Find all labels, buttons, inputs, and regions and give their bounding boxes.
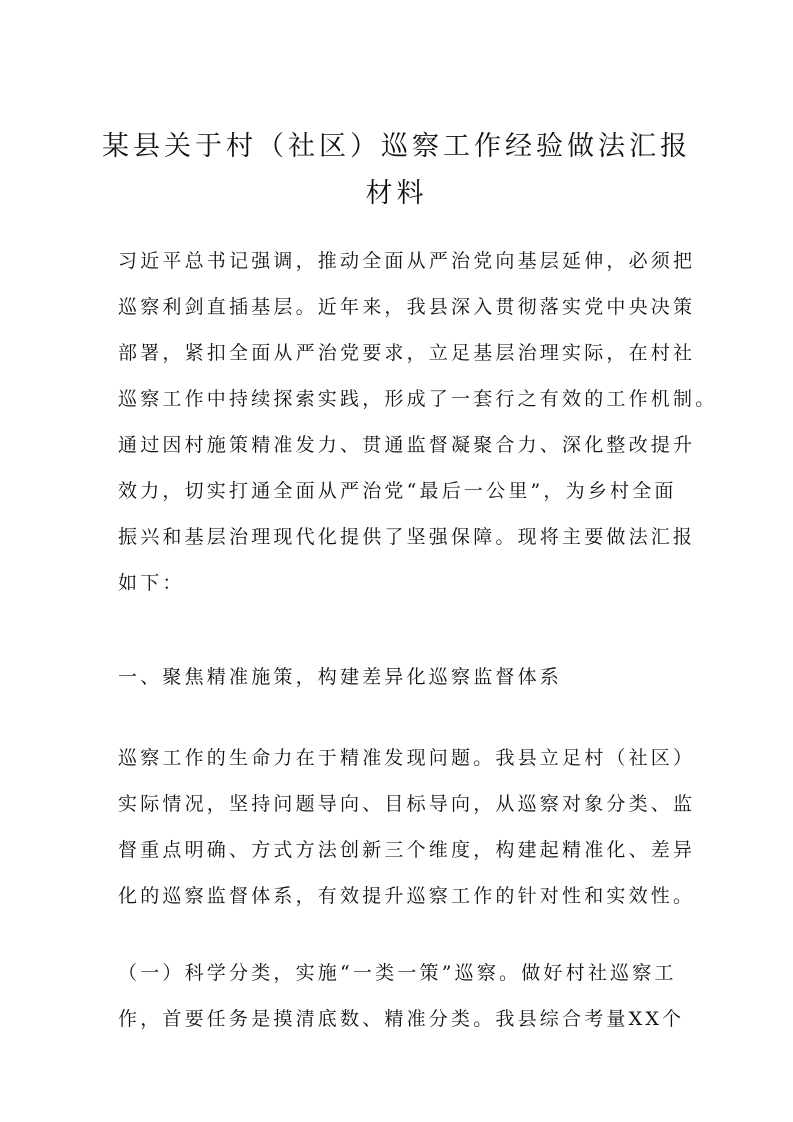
intro-line: 效力，切实打通全面从严治党“最后一公里”，为乡村全面 [118, 480, 677, 502]
intro-line: 习近平总书记强调，推动全面从严治党向基层延伸，必须把 [118, 250, 696, 272]
document-title-line-1: 某县关于村（社区）巡察工作经验做法汇报 [102, 131, 691, 162]
subsection-1-line: （一）科学分类，实施“一类一策”巡察。做好村社巡察工 [118, 962, 677, 984]
intro-line: 通过因村施策精准发力、贯通监督凝聚合力、深化整改提升 [118, 434, 696, 456]
document-title-line-2: 材料 [365, 178, 428, 209]
intro-line: 巡察工作中持续探索实践，形成了一套行之有效的工作机制。 [118, 388, 718, 410]
section-1-line: 督重点明确、方式方法创新三个维度，构建起精准化、差异 [118, 839, 696, 861]
intro-line: 巡察利剑直插基层。近年来，我县深入贯彻落实党中央决策 [118, 296, 696, 318]
subsection-1-line: 作，首要任务是摸清底数、精准分类。我县综合考量XX个 [118, 1008, 685, 1030]
section-1-heading: 一、聚焦精准施策，构建差异化巡察监督体系 [118, 666, 563, 688]
section-1-line: 巡察工作的生命力在于精准发现问题。我县立足村（社区） [118, 747, 696, 769]
section-1-line: 化的巡察监督体系，有效提升巡察工作的针对性和实效性。 [118, 885, 696, 907]
section-1-line: 实际情况，坚持问题导向、目标导向，从巡察对象分类、监 [118, 793, 696, 815]
intro-line: 振兴和基层治理现代化提供了坚强保障。现将主要做法汇报 [118, 526, 696, 548]
intro-line: 如下： [118, 572, 185, 594]
intro-line: 部署，紧扣全面从严治党要求，立足基层治理实际，在村社 [118, 342, 696, 364]
